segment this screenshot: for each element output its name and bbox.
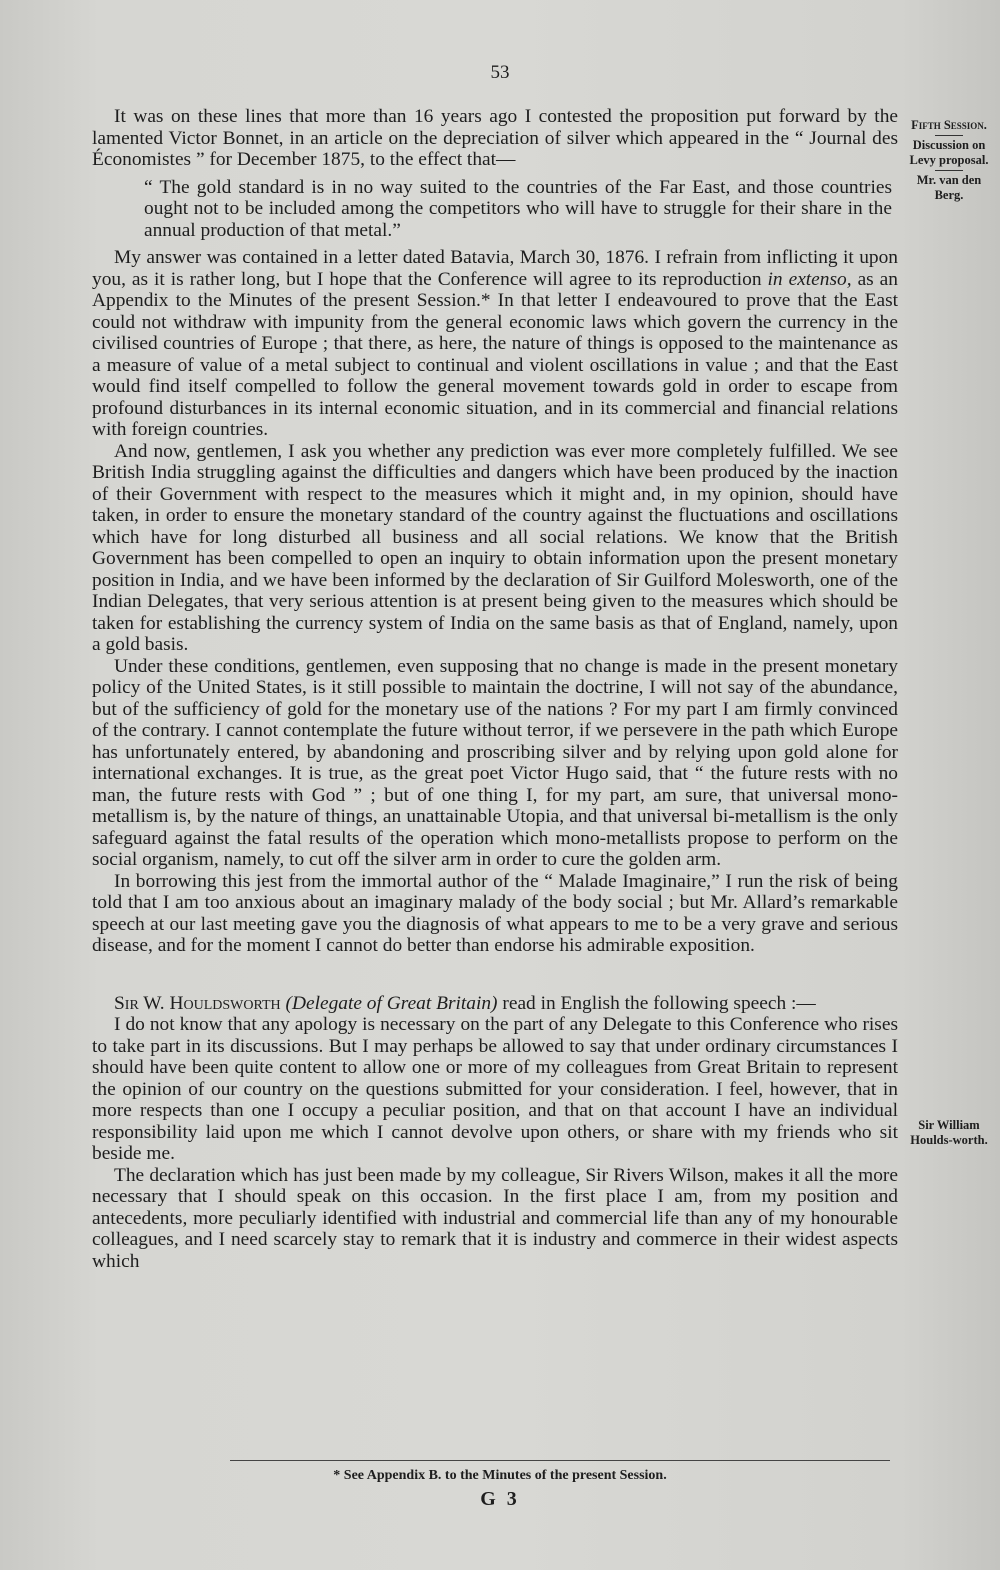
paragraph-2-end: as an Appendix to the Minutes of the present Session.* In that letter I endeavoured to prove that the East could not withdraw with impunity from the general economic laws which govern the currency in the civilised countries of Europe ; that there, as here, the nature of things is opposed to the maintenance as a measure of value of a metal subject to continual and violent oscillations in value ; and that the East would find itself compelled to follow the general movement towards gold in order to escape from profound disturbances in its internal economic situation, and in its commercial and financial relations with foreign countries.: [92, 268, 898, 440]
signature-mark: G 3: [480, 1488, 520, 1510]
margin-divider-1: [935, 135, 963, 136]
paragraph-7: The declaration which has just been made by my colleague, Sir Rivers Wilson, makes it all the more necessary that I should speak on this occasion. In the first place I am, from my position and antecedents, more peculiarly identified with industrial and commercial life than any of my honourable colleagues, and I need scarcely stay to remark that it is industry and commerce in their widest aspects which: [92, 1164, 898, 1272]
paragraph-4: Under these conditions, gentlemen, even supposing that no change is made in the present monetary policy of the United States, is it still possible to maintain the doctrine, I will not say of the abundance, but of the sufficiency of gold for the monetary use of the nations ? For my part I am firmly convinced of the contrary. I cannot contemplate the future without terror, if we persevere in the path which Europe has unfortunately entered, by abandoning and proscribing silver and by relying upon gold alone for international exchanges. It is true, as the great poet Victor Hugo said, that “ the future rests with no man, the future rests with God ” ; but of one thing I, for my part, am sure, that universal mono-metallism is, by the nature of things, an unattainable Utopia, and that universal bi-metallism is the only safeguard against the fatal results of the operation which mono-metallists propose to perform on the social organism, namely, to cut off the silver arm in order to cure the golden arm.: [92, 655, 898, 870]
main-text: [92, 106, 898, 1272]
margin-topic: Discussion on Levy proposal.: [909, 138, 989, 167]
paragraph-2: [92, 247, 898, 441]
page-number: 53: [490, 62, 510, 83]
margin-notes-top: [905, 118, 993, 203]
paragraph-3: And now, gentlemen, I ask you whether any prediction was ever more completely fulfilled. We see British India struggling against the difficulties and dangers which have been produced by the inaction of their Government with respect to the measures which it might and, in my opinion, should have taken, in order to ensure the monetary standard of the country against the fluctuations and oscillations which have for long disturbed all business and all social relations. We know that the British Government has been compelled to open an inquiry to obtain information upon the present monetary position in India, and we have been informed by the declaration of Sir Guilford Molesworth, one of the Indian Delegates, that very serious attention is at present being given to the measures which should be taken for establishing the currency system of India on the same basis as that of England, namely, upon a gold basis.: [92, 440, 898, 655]
paragraph-2-italic: in extenso,: [767, 268, 852, 290]
margin-session: Fifth Session.: [911, 118, 987, 132]
paragraph-5: In borrowing this jest from the immortal author of the “ Malade Imaginaire,” I run the risk of being told that I am too anxious about an imaginary malady of the body social ; but Mr. Allard’s remarkable speech at our last meeting gave you the diagnosis of what appears to me to be a very grave and serious disease, and for the moment I cannot do better than endorse his admirable exposition.: [92, 870, 898, 956]
paragraph-1: It was on these lines that more than 16 years ago I contested the proposition put forward by the lamented Victor Bonnet, in an article on the depreciation of silver which appeared in the “ Journal des Économistes ” for December 1875, to the effect that—: [92, 106, 898, 170]
paragraph-6: I do not know that any apology is necessary on the part of any Delegate to this Conference who rises to take part in its discussions. But I may perhaps be allowed to say that under ordinary circumstances I should have been quite content to allow one or more of my colleagues from Great Britain to represent the opinion of our country on the questions submitted for your consideration. I feel, however, that in more respects than one I occupy a peculiar position, and that on that account I have an individual responsibility laid upon me which I cannot devolve upon others, or share with my friends who sit beside me.: [92, 1014, 898, 1164]
footnote-rule: [230, 1460, 890, 1461]
speaker-role: (Delegate of Great Britain): [285, 992, 498, 1014]
margin-speaker-1: Mr. van den Berg.: [916, 173, 982, 202]
speaker-name: Sir W. Houldsworth: [114, 992, 281, 1014]
margin-note-speaker-2: Sir William Houlds-worth.: [910, 1118, 988, 1147]
quotation: “ The gold standard is in no way suited to the countries of the Far East, and those countries ought not to be included among the competitors who will have to struggle for their share in the annual production of that metal.”: [144, 176, 892, 241]
paragraph-2-start: My answer was contained in a letter dated Batavia, March 30, 1876. I refrain from inflicting it upon you, as it is rather long, but I hope that the Conference will agree to its reproduction: [92, 247, 898, 290]
margin-divider-2: [935, 170, 963, 171]
footnote: * See Appendix B. to the Minutes of the present Session.: [333, 1468, 667, 1483]
speaker-intro-tail: read in English the following speech :—: [502, 992, 816, 1014]
speaker-intro: [92, 993, 898, 1015]
